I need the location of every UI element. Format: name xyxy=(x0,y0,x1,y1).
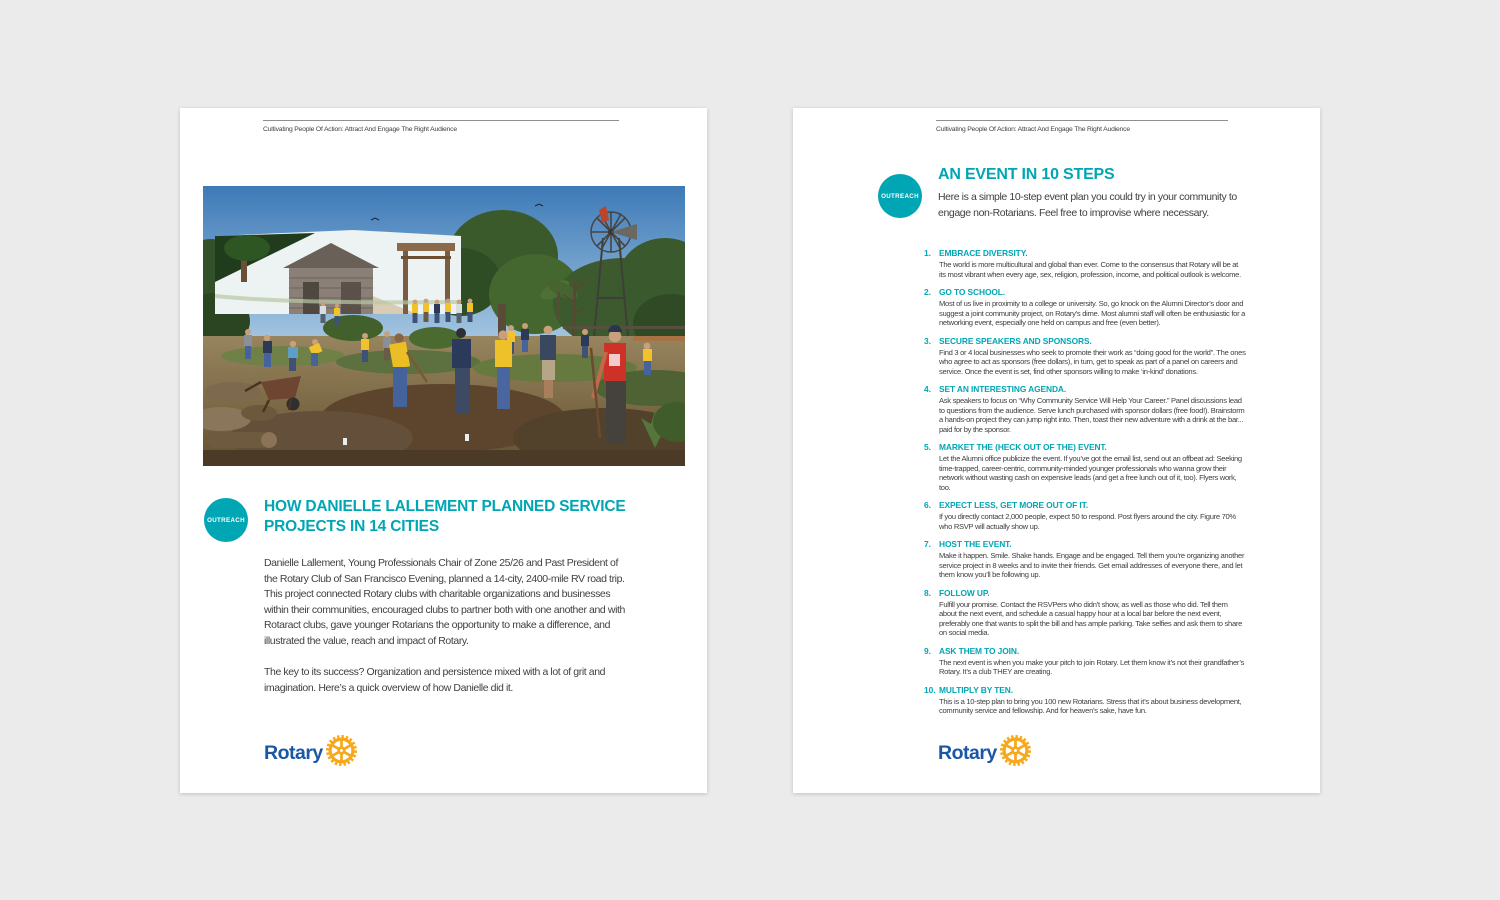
step-number: 8. xyxy=(924,587,931,598)
step-item xyxy=(924,248,1246,279)
step-number: 9. xyxy=(924,645,931,656)
rotary-logo-text: Rotary xyxy=(938,741,997,764)
step-body: Find 3 or 4 local businesses who seek to promote their work as “doing good for the world”. The ones who agree to act as sponsors (free dollars), in turn, get to speak as part of a panel on careers and service. Once the event is set, find other sponsors willing to make ‘in-kind’ donations. xyxy=(939,347,1246,376)
step-title: GO TO SCHOOL. xyxy=(939,287,1006,297)
page-title: HOW DANIELLE LALLEMENT PLANNED SERVICE PROJECTS IN 14 CITIES xyxy=(264,498,626,535)
step-title: MULTIPLY BY TEN. xyxy=(939,684,1013,695)
step-body: Most of us live in proximity to a college or university. So, go knock on the Alumni Director’s door and suggest a joint community project, on Rotary’s dime. Most alumni staff will often be enthusiastic for a networking event, especially one held on campus and free (even better). xyxy=(939,299,1246,327)
step-title: ASK THEM TO JOIN. xyxy=(939,645,1020,656)
step-item xyxy=(924,646,1246,677)
step-body: The world is more multicultural and global than ever. Come to the consensus that Rotary will be at its most vibrant when every age, sex, religion, profession, income, and political outlook is welcome. xyxy=(939,260,1241,279)
steps-list xyxy=(924,248,1246,724)
step-number: 4. xyxy=(924,384,931,394)
service-project-photo xyxy=(203,186,685,466)
outreach-badge xyxy=(878,174,922,218)
step-title: EMBRACE DIVERSITY. xyxy=(939,248,1028,258)
step-body: This is a 10-step plan to bring you 100 new Rotarians. Stress that it’s about business development, community service and fellowship. And for heaven’s sake, have fun. xyxy=(939,696,1242,715)
step-title: FOLLOW UP. xyxy=(939,587,990,598)
outreach-badge-label: OUTREACH xyxy=(881,192,919,200)
step-body: Let the Alumni office publicize the event. If you’ve got the email list, send out an offbeat ad: Seeking time-trapped, career-centric, community-minded younger professionals who wanna grow their network without wasting cash on expensive leads (and get a free lunch out of it, too). Flyers work, too. xyxy=(939,454,1242,492)
step-number: 7. xyxy=(924,539,931,549)
step-number: 1. xyxy=(924,248,931,258)
step-number: 3. xyxy=(924,335,931,346)
body-text xyxy=(264,556,626,712)
rotary-wheel-icon xyxy=(326,735,357,771)
step-number: 5. xyxy=(924,442,931,452)
step-body: If you directly contact 2,000 people, expect 50 to respond. Post flyers around the city. Figure 70% who RSVP will actually show up. xyxy=(939,512,1236,531)
step-number: 6. xyxy=(924,500,931,510)
step-item xyxy=(924,539,1246,580)
brochure-page-right xyxy=(793,108,1320,793)
step-title: HOST THE EVENT. xyxy=(939,539,1012,549)
step-body: Make it happen. Smile. Shake hands. Engage and be engaged. Tell them you’re organizing another service project in 8 weeks and to invite their friends. Get email addresses of everyone there, and let them know you’ll be following up. xyxy=(939,551,1245,579)
step-item xyxy=(924,588,1246,638)
step-title: SECURE SPEAKERS AND SPONSORS. xyxy=(939,335,1092,346)
paragraph: The key to its success? Organization and persistence mixed with a lot of grit and imagination. Here’s a quick overview of how Danielle did it. xyxy=(264,666,606,694)
step-body: Fulfill your promise. Contact the RSVPers who didn’t show, as well as those who did. Tell them about the next event, and schedule a casual happy hour at a local bar before the next event, preferably one that wants to split the bill and has ample parking. Take selfies and ask them to share on social media. xyxy=(939,599,1243,637)
step-number: 10. xyxy=(924,684,936,695)
intro-text: Here is a simple 10-step event plan you could try in your community to engage non-Rotarians. Feel free to improvise where necessary. xyxy=(938,191,1237,219)
brochure-page-left xyxy=(180,108,707,793)
step-body: The next event is when you make your pitch to join Rotary. Let them know it’s not their grandfather’s Rotary. It’s a club THEY are creating. xyxy=(939,657,1245,676)
outreach-badge-label: OUTREACH xyxy=(207,516,245,524)
step-item xyxy=(924,384,1246,434)
running-header: Cultivating People Of Action: Attract And Engage The Right Audience xyxy=(263,120,619,133)
paragraph: Danielle Lallement, Young Professionals Chair of Zone 25/26 and Past President of the Rotary Club of San Francisco Evening, planned a 14-city, 2400-mile RV road trip. This project connected Rotary clubs with charitable organizations and businesses within their communities, encouraged clubs to partner both with one another and with Rotaract clubs, gave younger Rotarians the opportunity to make a difference, and illustrated the value, reach and impact of Rotary. xyxy=(264,557,625,647)
step-item xyxy=(924,500,1246,531)
step-title: SET AN INTERESTING AGENDA. xyxy=(939,384,1067,394)
running-header: Cultivating People Of Action: Attract And Engage The Right Audience xyxy=(936,120,1228,133)
rotary-logo-text: Rotary xyxy=(264,741,323,764)
rotary-logo xyxy=(264,735,357,771)
step-title: EXPECT LESS, GET MORE OUT OF IT. xyxy=(939,500,1088,510)
step-item xyxy=(924,442,1246,492)
step-item xyxy=(924,685,1246,716)
page-title: AN EVENT IN 10 STEPS xyxy=(938,166,1115,183)
step-item xyxy=(924,336,1246,377)
rotary-wheel-icon xyxy=(1000,735,1031,771)
step-number: 2. xyxy=(924,287,931,297)
outreach-badge xyxy=(204,498,248,542)
step-body: Ask speakers to focus on “Why Community Service Will Help Your Career.” Panel discussions lead to questions from the audience. Serve lunch purchased with sponsor dollars (free food!). Brainstorm a hands-on project they can jump right into. Then, toast their new adventure with a drink at the bar... paid for by the sponsor. xyxy=(939,396,1245,434)
rotary-logo xyxy=(938,735,1031,771)
step-title: MARKET THE (HECK OUT OF THE) EVENT. xyxy=(939,442,1107,452)
step-item xyxy=(924,287,1246,328)
